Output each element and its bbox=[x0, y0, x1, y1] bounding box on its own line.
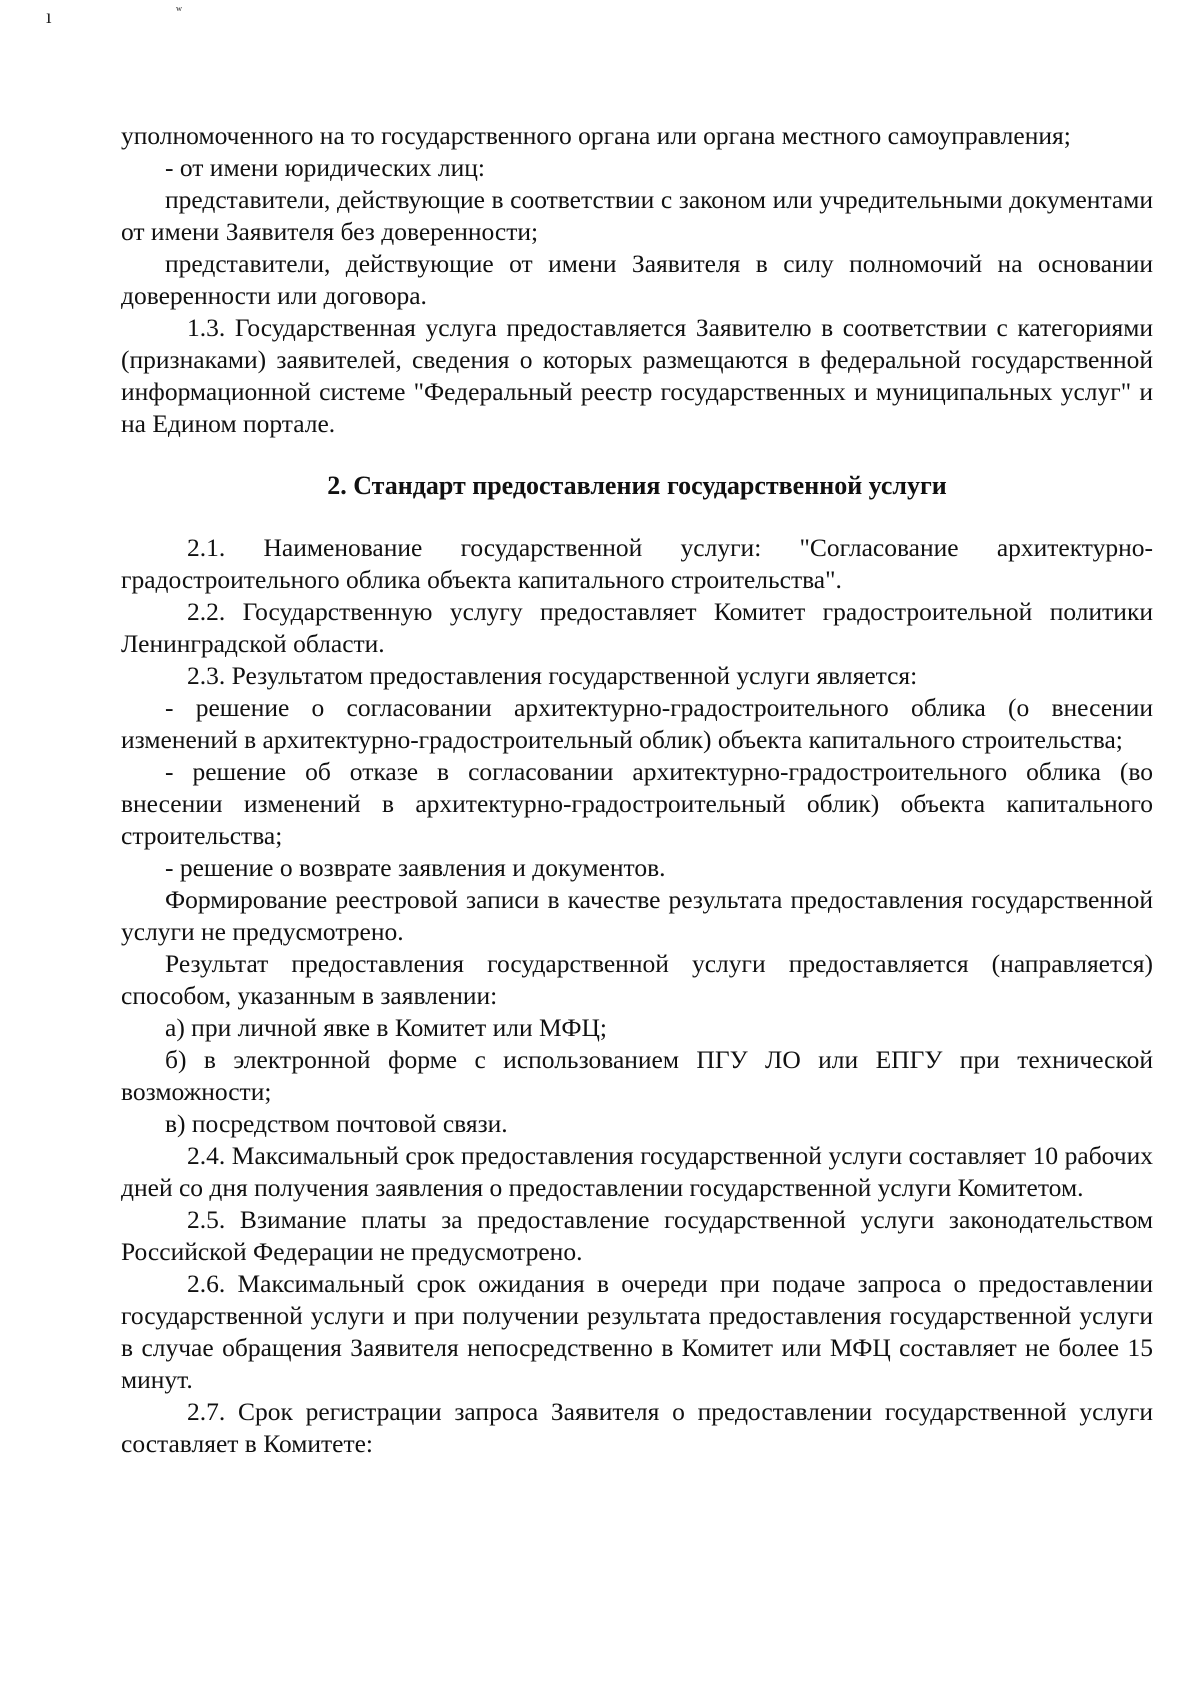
paragraphs-bottom bbox=[121, 532, 1153, 1460]
paragraph: - решение об отказе в согласовании архитектурно-градостроительного облика (во внесении изменений в архитектурно-градостроительный облик) объекта капитального строительства; bbox=[121, 757, 1153, 850]
paragraph: 2.1. Наименование государственной услуги: "Согласование архитектурно-градостроительного облика объекта капитального строительства". bbox=[121, 533, 1153, 594]
paragraph: представители, действующие от имени Заявителя в силу полномочий на основании доверенности или договора. bbox=[121, 249, 1153, 310]
paragraph: 1.3. Государственная услуга предоставляется Заявителю в соответствии с категориями (признаками) заявителей, сведения о которых размещаются в федеральной государственной информационной системе "Федеральный реестр государственных и муниципальных услуг" и на Едином портале. bbox=[121, 313, 1153, 438]
paragraph: - от имени юридических лиц: bbox=[165, 153, 485, 182]
scan-marks bbox=[46, 4, 182, 29]
paragraph: представители, действующие в соответствии с законом или учредительными документами от имени Заявителя без доверенности; bbox=[121, 185, 1153, 246]
scan-mark-left: ı bbox=[46, 6, 52, 28]
paragraph: 2.3. Результатом предоставления государственной услуги является: bbox=[187, 661, 918, 690]
paragraph: 2.2. Государственную услугу предоставляет Комитет градостроительной политики Ленинградской области. bbox=[121, 597, 1153, 658]
paragraph: 2.4. Максимальный срок предоставления государственной услуги составляет 10 рабочих дней со дня получения заявления о предоставлении государственной услуги Комитетом. bbox=[121, 1141, 1153, 1202]
section-heading: 2. Стандарт предоставления государственной услуги bbox=[327, 471, 947, 500]
paragraph: б) в электронной форме с использованием ПГУ ЛО или ЕПГУ при технической возможности; bbox=[121, 1045, 1153, 1106]
scan-mark-right: ʷ bbox=[176, 4, 182, 19]
paragraph: уполномоченного на то государственного органа или органа местного самоуправления; bbox=[121, 121, 1071, 150]
paragraph: 2.7. Срок регистрации запроса Заявителя о предоставлении государственной услуги составляет в Комитете: bbox=[121, 1397, 1153, 1458]
document-body bbox=[121, 120, 1153, 1460]
paragraph: Результат предоставления государственной услуги предоставляется (направляется) способом, указанным в заявлении: bbox=[121, 949, 1153, 1010]
paragraphs-top bbox=[121, 120, 1153, 440]
paragraph: 2.5. Взимание платы за предоставление государственной услуги законодательством Российской Федерации не предусмотрено. bbox=[121, 1205, 1153, 1266]
paragraph: Формирование реестровой записи в качестве результата предоставления государственной услуги не предусмотрено. bbox=[121, 885, 1153, 946]
paragraph: 2.6. Максимальный срок ожидания в очереди при подаче запроса о предоставлении государственной услуги и при получении результата предоставления государственной услуги в случае обращения Заявителя непосредственно в Комитет или МФЦ составляет не более 15 минут. bbox=[121, 1269, 1153, 1394]
paragraph: а) при личной явке в Комитет или МФЦ; bbox=[165, 1013, 607, 1042]
paragraph: - решение о возврате заявления и документов. bbox=[165, 853, 666, 882]
paragraph: в) посредством почтовой связи. bbox=[165, 1109, 508, 1138]
paragraph: - решение о согласовании архитектурно-градостроительного облика (о внесении изменений в архитектурно-градостроительный облик) объекта капитального строительства; bbox=[121, 693, 1153, 754]
